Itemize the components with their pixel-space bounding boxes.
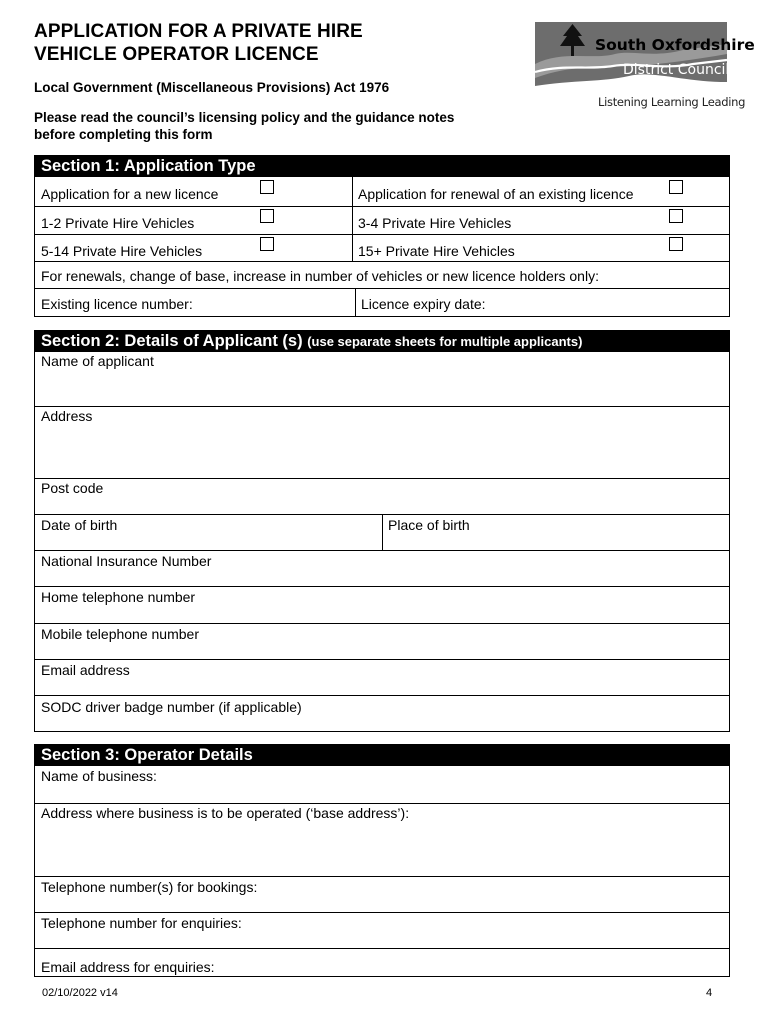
mobile-tel-label: Mobile telephone number <box>41 626 199 642</box>
email-field[interactable] <box>35 659 729 695</box>
address-field[interactable] <box>35 406 729 478</box>
existing-licence-field[interactable] <box>35 289 355 317</box>
vehicles-5-14-checkbox[interactable] <box>260 237 274 251</box>
section1-row-vehicles-a <box>35 206 729 234</box>
form-title-line2: VEHICLE OPERATOR LICENCE <box>34 44 319 65</box>
section3-title: Section 3: Operator Details <box>41 746 253 764</box>
applicant-name-field[interactable] <box>35 352 729 406</box>
base-address-field[interactable] <box>35 803 729 876</box>
vehicles-1-2-checkbox[interactable] <box>260 209 274 223</box>
ni-number-field[interactable] <box>35 550 729 586</box>
page-number: 4 <box>706 987 713 999</box>
existing-licence-label: Existing licence number: <box>41 296 193 312</box>
section2-title-note: (use separate sheets for multiple applicants) <box>307 334 583 349</box>
enquiry-email-label: Email address for enquiries: <box>41 959 215 975</box>
new-licence-checkbox[interactable] <box>260 180 274 194</box>
new-licence-label: Application for a new licence <box>41 186 219 202</box>
form-title-line1: APPLICATION FOR A PRIVATE HIRE <box>34 21 363 42</box>
vehicles-5-14-label: 5-14 Private Hire Vehicles <box>41 243 203 259</box>
birth-row <box>35 514 729 550</box>
enquiry-tel-label: Telephone number for enquiries: <box>41 915 242 931</box>
section1-row-licence <box>35 288 729 317</box>
section3-header <box>34 744 730 766</box>
form-title <box>34 20 363 66</box>
section1-row-type <box>35 177 729 206</box>
intro-text <box>34 109 534 143</box>
pob-field[interactable] <box>383 515 729 550</box>
section2-header <box>34 330 730 352</box>
logo-tagline: Listening Learning Leading <box>598 95 746 109</box>
section1-title: Section 1: Application Type <box>41 157 256 175</box>
section1-row-note <box>35 261 729 288</box>
badge-number-field[interactable] <box>35 695 729 732</box>
enquiry-tel-field[interactable] <box>35 912 729 948</box>
vehicles-3-4-checkbox[interactable] <box>669 209 683 223</box>
section2-table <box>34 352 730 732</box>
dob-label: Date of birth <box>41 517 118 533</box>
booking-tel-label: Telephone number(s) for bookings: <box>41 879 258 895</box>
vehicles-15-label: 15+ Private Hire Vehicles <box>358 243 515 259</box>
home-tel-field[interactable] <box>35 586 729 623</box>
enquiry-email-field[interactable] <box>35 948 729 977</box>
expiry-date-field[interactable] <box>356 289 729 317</box>
act-reference: Local Government (Miscellaneous Provisions) Act 1976 <box>34 80 390 95</box>
badge-number-label: SODC driver badge number (if applicable) <box>41 699 302 715</box>
mobile-tel-field[interactable] <box>35 623 729 659</box>
section3-table <box>34 766 730 977</box>
booking-tel-field[interactable] <box>35 876 729 912</box>
renewals-note: For renewals, change of base, increase in number of vehicles or new licence holders only: <box>41 268 599 284</box>
home-tel-label: Home telephone number <box>41 589 196 605</box>
logo-name-line2: District Council <box>623 62 730 78</box>
section2-title: Section 2: Details of Applicant (s) <box>41 332 303 350</box>
logo-name-line1: South Oxfordshire <box>595 36 755 54</box>
vehicles-3-4-label: 3-4 Private Hire Vehicles <box>358 215 512 231</box>
pob-label: Place of birth <box>388 517 470 533</box>
section1-table <box>34 177 730 317</box>
applicant-name-label: Name of applicant <box>41 353 154 369</box>
intro-line1: Please read the council’s licensing policy and the guidance notes <box>34 110 455 125</box>
postcode-field[interactable] <box>35 478 729 514</box>
business-name-field[interactable] <box>35 766 729 803</box>
address-label: Address <box>41 408 93 424</box>
section1-header <box>34 155 730 177</box>
section1-row-vehicles-b <box>35 234 729 261</box>
base-address-label: Address where business is to be operated (‘base address’): <box>41 805 410 821</box>
version-footer: 02/10/2022 v14 <box>42 987 118 999</box>
business-name-label: Name of business: <box>41 768 157 784</box>
intro-line2: before completing this form <box>34 127 213 142</box>
dob-field[interactable] <box>35 515 382 550</box>
renewal-checkbox[interactable] <box>669 180 683 194</box>
vehicles-15-checkbox[interactable] <box>669 237 683 251</box>
ni-number-label: National Insurance Number <box>41 553 212 569</box>
expiry-date-label: Licence expiry date: <box>361 296 486 312</box>
vehicles-1-2-label: 1-2 Private Hire Vehicles <box>41 215 195 231</box>
email-label: Email address <box>41 662 130 678</box>
postcode-label: Post code <box>41 480 104 496</box>
renewal-label: Application for renewal of an existing licence <box>358 186 634 202</box>
